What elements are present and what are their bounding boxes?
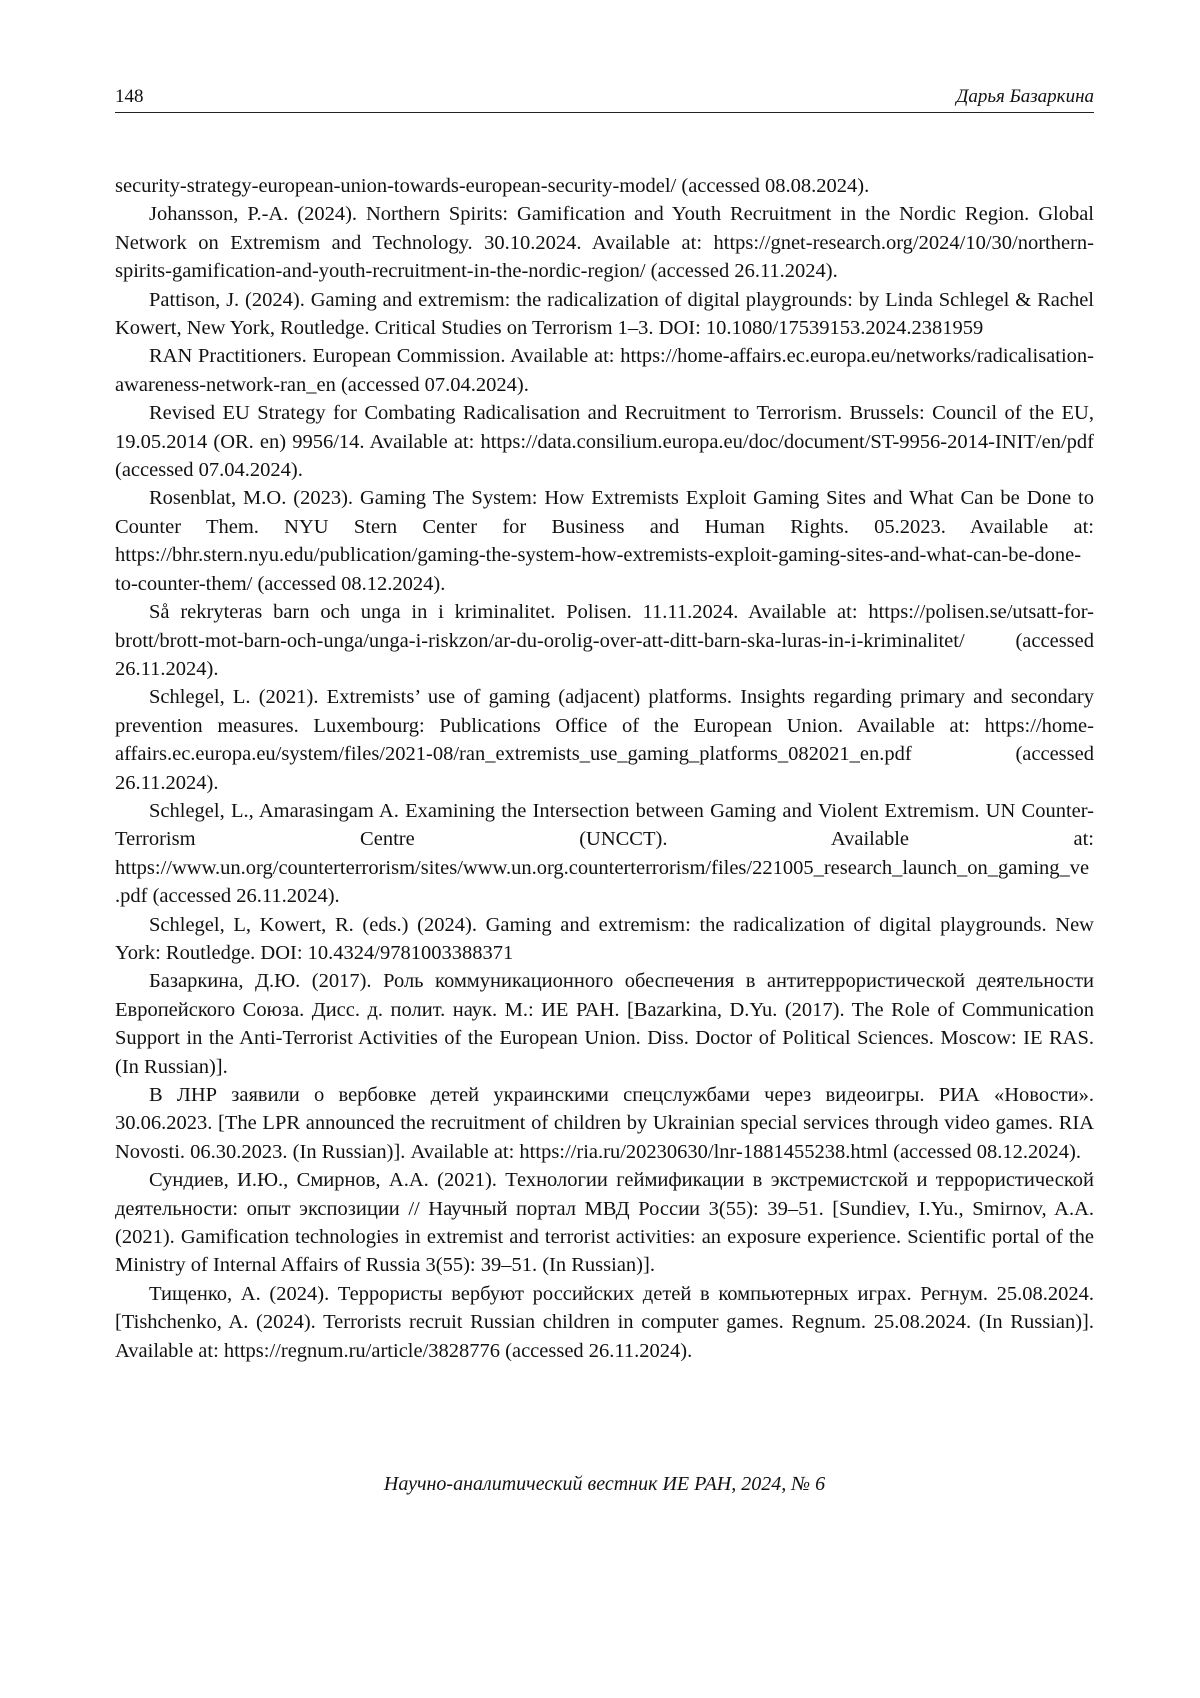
reference-item: Тищенко, А. (2024). Террористы вербуют российских детей в компьютерных играх. Регнум. 25.08.2024. [Tishchenko, A. (2024). Terrorists recruit Russian children in computer games. Regnum. 25.08.2024. (In Russian)]. Available at: https://regnum.ru/article/3828776 (accessed 26.11.2024). bbox=[115, 1282, 1094, 1362]
reference-item: Schlegel, L. (2021). Extremists’ use of gaming (adjacent) platforms. Insights regarding primary and secondary prevention measures. Luxembourg: Publications Office of the European Union. Available at: https://home-affairs.ec.europa.eu/system/files/2021-08/ran_extremists_use_gaming_platforms_082021_en.pdf (accessed 26.11.2024). bbox=[115, 686, 1094, 794]
page-number: 148 bbox=[115, 86, 144, 107]
reference-item: В ЛНР заявили о вербовке детей украинскими спецслужбами через видеоигры. РИА «Новости». 30.06.2023. [The LPR announced the recruitment of children by Ukrainian special services through video games. RIA Novosti. 06.30.2023. (In Russian)]. Available at: https://ria.ru/20230630/lnr-1881455238.html (accessed 08.12.2024). bbox=[115, 1084, 1094, 1163]
header-author: Дарья Базаркина bbox=[956, 86, 1094, 107]
running-header bbox=[115, 84, 1094, 113]
reference-item: Сундиев, И.Ю., Смирнов, А.А. (2021). Технологии геймификации в экстремистской и террористической деятельности: опыт экспозиции // Научный портал МВД России 3(55): 39–51. [Sundiev, I.Yu., Smirnov, A.A. (2021). Gamification technologies in extremist and terrorist activities: an exposure experience. Scientific portal of the Ministry of Internal Affairs of Russia 3(55): 39–51. (In Russian)]. bbox=[115, 1169, 1094, 1277]
reference-item: Rosenblat, M.O. (2023). Gaming The System: How Extremists Exploit Gaming Sites and What Can be Done to Counter Them. NYU Stern Center for Business and Human Rights. 05.2023. Available at: https://bhr.stern.nyu.edu/publication/gaming-the-system-how-extremists-exploit-gaming-sites-and-what-can-be-done-to-counter-them/ (accessed 08.12.2024). bbox=[115, 487, 1094, 595]
page bbox=[115, 0, 1094, 1698]
reference-item: Pattison, J. (2024). Gaming and extremism: the radicalization of digital playgrounds: by Linda Schlegel & Rachel Kowert, New York, Routledge. Critical Studies on Terrorism 1–3. DOI: 10.1080/17539153.2024.2381959 bbox=[115, 288, 1094, 340]
reference-item: Så rekryteras barn och unga in i kriminalitet. Polisen. 11.11.2024. Available at: https://polisen.se/utsatt-for-brott/brott-mot-barn-och-unga/unga-i-riskzon/ar-du-orolig-over-att-ditt-barn-ska-luras-in-i-kriminalitet/ (accessed 26.11.2024). bbox=[115, 601, 1094, 680]
reference-item: Schlegel, L., Amarasingam A. Examining the Intersection between Gaming and Violent Extremism. UN Counter-Terrorism Centre (UNCCT). Available at: https://www.un.org/counterterrorism/sites/www.un.org.counterterrorism/files/221005_research_launch_on_gaming_ve.pdf (accessed 26.11.2024). bbox=[115, 799, 1094, 908]
reference-item: Schlegel, L, Kowert, R. (eds.) (2024). Gaming and extremism: the radicalization of digital playgrounds. New York: Routledge. DOI: 10.4324/9781003388371 bbox=[115, 913, 1094, 964]
reference-item: RAN Practitioners. European Commission. Available at: https://home-affairs.ec.europa.eu/networks/radicalisation-awareness-network-ran_en (accessed 07.04.2024). bbox=[115, 345, 1094, 396]
reference-item: security-strategy-european-union-towards-european-security-model/ (accessed 08.08.2024). bbox=[115, 175, 870, 197]
reference-item: Revised EU Strategy for Combating Radicalisation and Recruitment to Terrorism. Brussels: Council of the EU, 19.05.2014 (OR. en) 9956/14. Available at: https://data.consilium.europa.eu/doc/document/ST-9956-2014-INIT/en/pdf (accessed 07.04.2024). bbox=[115, 402, 1094, 482]
reference-list bbox=[115, 172, 1094, 1365]
journal-footer: Научно-аналитический вестник ИЕ РАН, 2024, № 6 bbox=[383, 1473, 826, 1495]
reference-item: Базаркина, Д.Ю. (2017). Роль коммуникационного обеспечения в антитеррористической деятельности Европейского Союза. Дисс. д. полит. наук. М.: ИЕ РАН. [Bazarkina, D.Yu. (2017). The Role of Communication Support in the Anti-Terrorist Activities of the European Union. Diss. Doctor of Political Sciences. Moscow: IE RAS. (In Russian)]. bbox=[115, 970, 1094, 1078]
reference-item: Johansson, P.-A. (2024). Northern Spirits: Gamification and Youth Recruitment in the Nordic Region. Global Network on Extremism and Technology. 30.10.2024. Available at: https://gnet-research.org/2024/10/30/northern-spirits-gamification-and-youth-recruitment-in-the-nordic-region/ (accessed 26.11.2024). bbox=[115, 203, 1094, 283]
